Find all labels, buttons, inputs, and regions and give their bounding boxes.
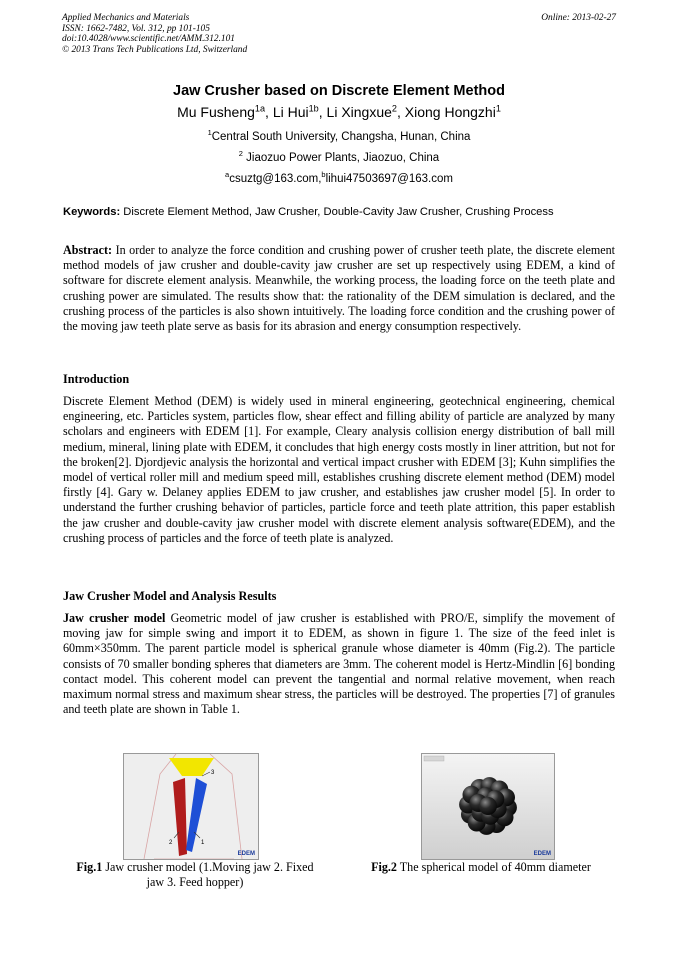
abstract	[63, 243, 615, 334]
fig1-label: Fig.1	[76, 860, 103, 874]
emails	[0, 170, 678, 185]
affiliation-2	[0, 149, 678, 164]
introduction-heading: Introduction	[63, 372, 130, 386]
figure-1-image	[123, 753, 259, 860]
doi: doi:10.4028/www.scientific.net/AMM.312.101	[62, 34, 235, 45]
author-name: Li Xingxue	[326, 104, 392, 120]
section-heading: Jaw Crusher Model and Analysis Results	[63, 589, 277, 603]
abstract-label: Abstract:	[63, 243, 113, 257]
paper-title: Jaw Crusher based on Discrete Element Method	[173, 83, 505, 99]
sphere-particle-drawing	[422, 754, 554, 859]
author-sup: 1b	[308, 103, 319, 114]
callout-3: 3	[211, 770, 215, 776]
keywords-text: Discrete Element Method, Jaw Crusher, Double-Cavity Jaw Crusher, Crushing Process	[120, 206, 554, 218]
figure-2-image	[421, 753, 555, 860]
author-name: Li Hui	[272, 104, 309, 120]
email-sup: a	[225, 170, 230, 180]
header-block	[62, 13, 247, 55]
email-text: lihui47503697@163.com	[325, 173, 453, 185]
introduction-text: Discrete Element Method (DEM) is widely used in mineral engineering, geotechnical engineering, chemical engineering, etc. Particles system, particles flow, shear effect and filling ability of particle are analyzed by many scholars and engineers with EDEM [1]. For example, Cleary analysis collision energy distribution of ball mill medium, mineral, lining plate with EDEM, it concludes that high energy costs mostly in liner attrition, but not for the broken[2]. Djordjevic analysis the horizontal and vertical impact crusher with EDEM [3]; Kuhn simplifies the model of vertical roller mill and medium speed mill, establishes crushing discrete element method (DEM) model firstly [4]. Gary w. Delaney applies EDEM to jaw crusher, and establishes jaw crusher model [5]. In order to understand the further crushing behavior of particles, particle force and teeth plate attrition, this paper establish the jaw crusher and double-cavity jaw crusher model with discrete element analysis software(EDEM), and the crushing process of particles and the force of teeth plate is analyzed.	[63, 394, 615, 545]
aff-sup: 1	[207, 128, 212, 138]
edem-watermark: EDEM	[533, 851, 551, 857]
affiliation-1	[0, 128, 678, 143]
author-sep: ,	[396, 104, 405, 120]
abstract-text: In order to analyze the force condition and crushing power of crusher teeth plate, the discrete element method models of jaw crusher and double-cavity jaw crusher are set up respectively using EDEM, a kind of software for discrete element analysis. Meanwhile, the working process, the loading force on the teeth plate and crushing power are simulated. The results show that: the rationality of the DEM simulation is declared, and the crushing process of the particles is also shown intuitively. The loading force condition and the crushing power of the moving jaw teeth plate serve as basis for its abrasion and energy consumption respectively.	[63, 243, 615, 334]
edem-watermark: EDEM	[237, 851, 255, 857]
copyright: © 2013 Trans Tech Publications Ltd, Switzerland	[62, 44, 248, 55]
aff-sup: 2	[238, 149, 243, 159]
jaw-crusher-drawing	[124, 754, 258, 859]
aff-text: Jiaozuo Power Plants, Jiaozuo, China	[242, 152, 440, 164]
author-sup: 1	[495, 103, 501, 114]
author-name: Xiong Hongzhi	[404, 104, 496, 120]
author-sup: 1a	[254, 103, 266, 114]
keywords	[63, 206, 615, 218]
journal-name: Applied Mechanics and Materials	[62, 13, 190, 23]
callout-2: 2	[169, 840, 173, 846]
figure-2-caption	[340, 860, 622, 875]
author-sep: ,	[318, 104, 327, 120]
keywords-label: Keywords:	[63, 206, 121, 218]
bonded-sphere	[479, 797, 497, 815]
online-date: Online: 2013-02-27	[541, 13, 616, 23]
fig2-label: Fig.2	[371, 860, 397, 874]
section-text: Geometric model of jaw crusher is established with PRO/E, simplify the movement of moving jaw for simple swing and import it to EDEM, as shown in figure 1. The size of the feed inlet is 60mm×350mm. The parent particle model is spherical granule whose diameter is 40mm (Fig.2). The particle consists of 70 smaller bonding spheres that diameters are 3mm. The coherent model is Hertz-Mindlin [6] bonding contact model. This coherent model can prevent the tangential and normal relative movement, when reach maximum normal stress and maximum shear stress, the particles will be destroyed. The properties [7] of granules and teeth plate are shown in Table 1.	[63, 611, 615, 717]
email-sup: b	[321, 170, 326, 180]
issn: ISSN: 1662-7482, Vol. 312, pp 101-105	[62, 23, 210, 34]
fig2-caption-text: The spherical model of 40mm diameter	[396, 860, 591, 874]
authors	[0, 104, 678, 120]
email-text: csuztg@163.com,	[229, 173, 322, 185]
section-paragraph	[63, 611, 615, 717]
aff-text: Central South University, Changsha, Hunan, China	[211, 131, 471, 143]
fig1-caption-text: Jaw crusher model (1.Moving jaw 2. Fixed jaw 3. Feed hopper)	[102, 860, 314, 889]
figure-1-caption	[72, 860, 318, 890]
author-name: Mu Fusheng	[177, 104, 255, 120]
author-sup: 2	[391, 103, 397, 114]
callout-1: 1	[201, 840, 205, 846]
author-sep: ,	[265, 104, 273, 120]
section-lead: Jaw crusher model	[63, 611, 166, 625]
